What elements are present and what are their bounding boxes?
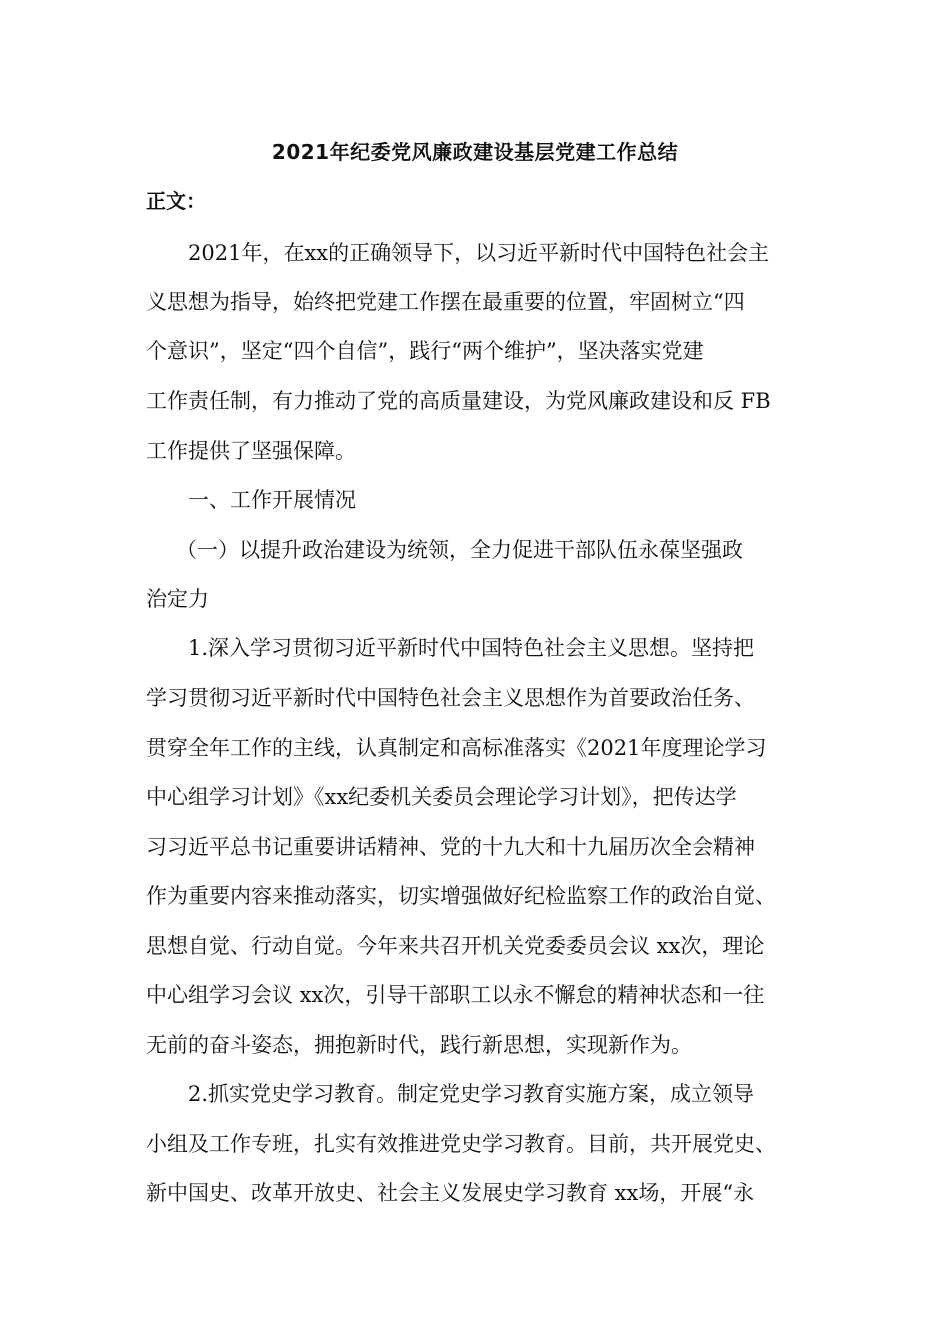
document-title: 2021年纪委党风廉政建设基层党建工作总结 <box>271 140 679 164</box>
paragraph-line: 义思想为指导，始终把党建工作摆在最重要的位置，牢固树立“四 <box>146 290 745 314</box>
subsection-heading: （一）以提升政治建设为统领，全力促进干部队伍永葆坚强政 <box>176 538 743 562</box>
paragraph-line: 习习近平总书记重要讲话精神、党的十九大和十九届历次全会精神 <box>146 835 755 859</box>
subsection-heading-cont: 治定力 <box>146 587 209 611</box>
paragraph-line: 工作提供了坚强保障。 <box>146 439 356 463</box>
paragraph-line: 思想自觉、行动自觉。今年来共召开机关党委委员会议 xx次，理论 <box>146 934 765 958</box>
paragraph-line: 2.抓实党史学习教育。制定党史学习教育实施方案，成立领导 <box>188 1082 755 1106</box>
paragraph-line: 工作责任制，有力推动了党的高质量建设，为党风廉政建设和反 FB <box>146 389 771 413</box>
paragraph-line: 贯穿全年工作的主线，认真制定和高标准落实《2021年度理论学习 <box>146 736 767 760</box>
paragraph-line: 小组及工作专班，扎实有效推进党史学习教育。目前，共开展党史、 <box>146 1132 776 1156</box>
section-label: 正文： <box>146 189 206 213</box>
paragraph-line: 中心组学习会议 xx次，引导干部职工以永不懈怠的精神状态和一往 <box>146 983 765 1007</box>
paragraph-line: 2021年，在xx的正确领导下，以习近平新时代中国特色社会主 <box>188 241 770 265</box>
paragraph-line: 1.深入学习贯彻习近平新时代中国特色社会主义思想。坚持把 <box>188 636 755 660</box>
paragraph-line: 学习贯彻习近平新时代中国特色社会主义思想作为首要政治任务、 <box>146 686 755 710</box>
paragraph-line: 中心组学习计划》《xx纪委机关委员会理论学习计划》，把传达学 <box>146 785 737 809</box>
section-heading: 一、工作开展情况 <box>188 488 356 512</box>
paragraph-line: 个意识”，坚定“四个自信”，践行“两个维护”，坚决落实党建 <box>146 339 704 363</box>
paragraph-line: 作为重要内容来推动落实，切实增强做好纪检监察工作的政治自觉、 <box>146 884 776 908</box>
paragraph-line: 新中国史、改革开放史、社会主义发展史学习教育 xx场，开展“永 <box>146 1181 755 1205</box>
paragraph-line: 无前的奋斗姿态，拥抱新时代，践行新思想，实现新作为。 <box>146 1033 692 1057</box>
